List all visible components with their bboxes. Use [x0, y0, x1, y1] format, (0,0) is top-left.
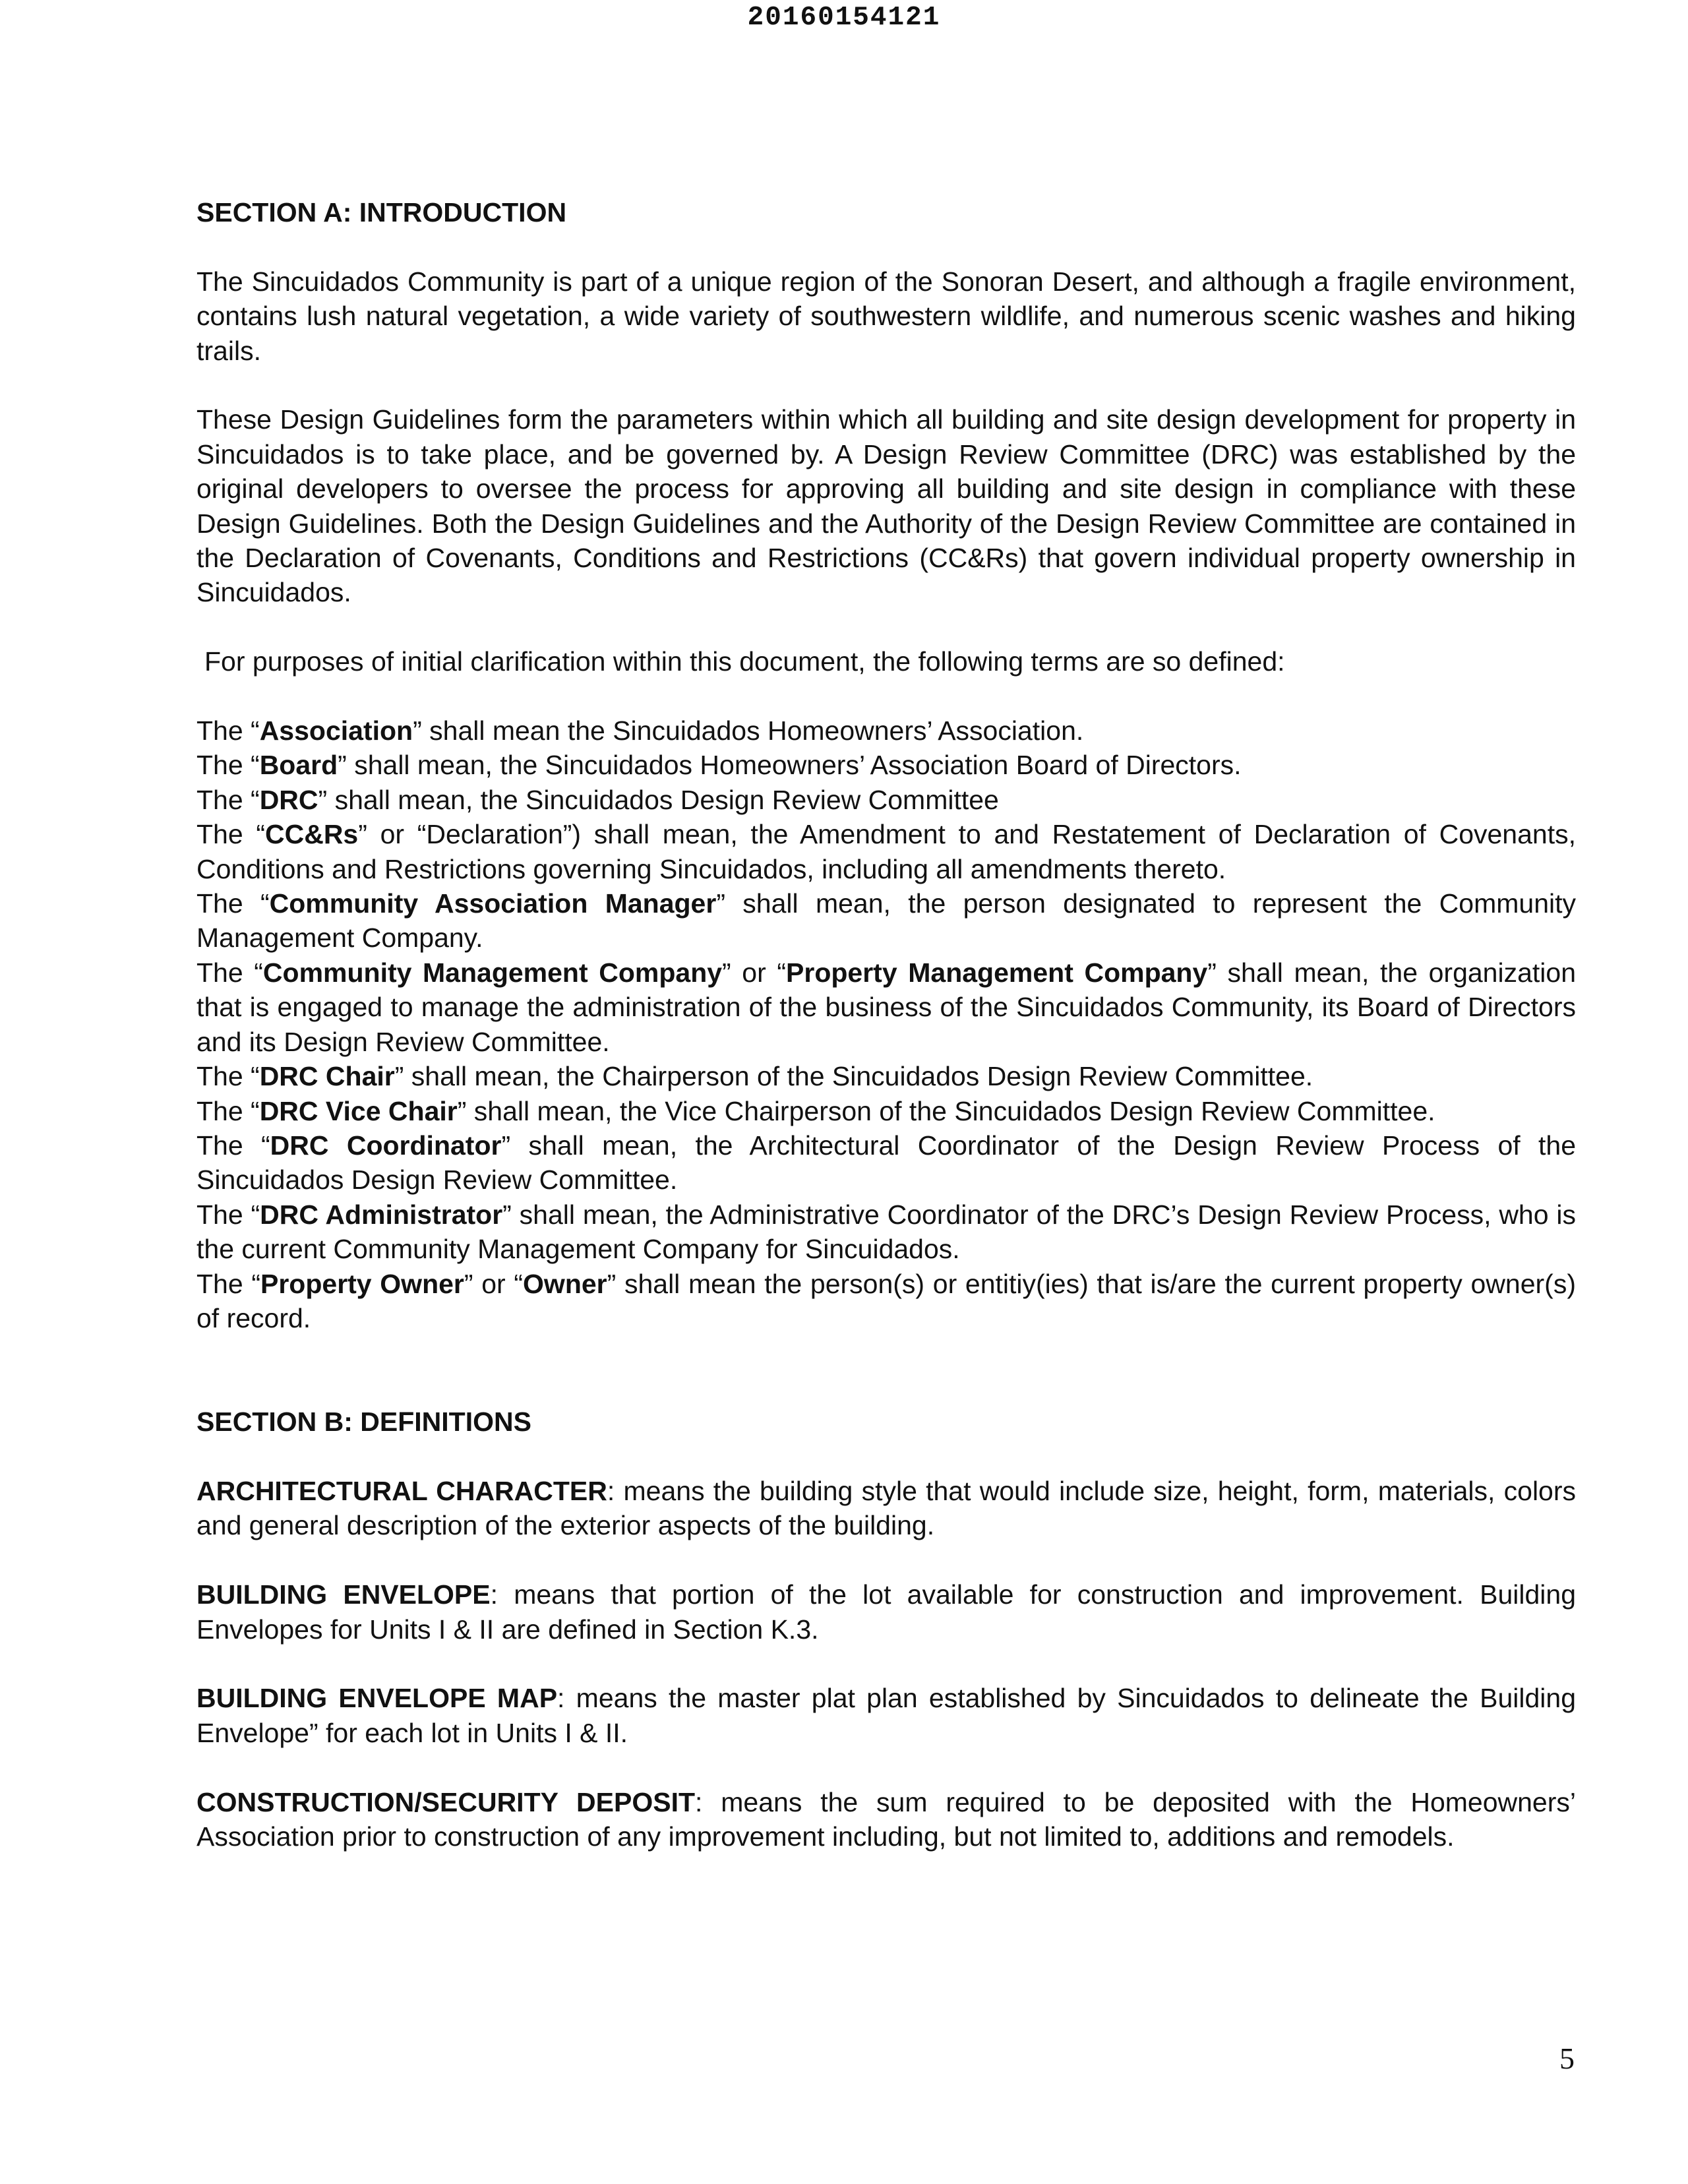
term-cmc-label: Community Management Company	[262, 957, 723, 988]
term-drc-coordinator-label: DRC Coordinator	[270, 1130, 502, 1161]
term-association: The “Association” shall mean the Sincuidados Homeowners’ Association.	[196, 715, 1084, 746]
term-drc-chair-label: DRC Chair	[259, 1061, 395, 1092]
definition-architectural-character: ARCHITECTURAL CHARACTER: means the building style that would include size, height, form, materials, colors and general description of the exterior aspects of the building.	[196, 1475, 1577, 1541]
definition-building-envelope: BUILDING ENVELOPE: means that portion of the lot available for construction and improvement. Building Envelopes for Units I & II are defined in Section K.3.	[196, 1579, 1576, 1645]
definition-building-envelope-map: BUILDING ENVELOPE MAP: means the master plat plan established by Sincuidados to delineate the Building Envelope” for each lot in Units I & II.	[196, 1683, 1576, 1748]
term-drc-vice-chair: The “DRC Vice Chair” shall mean, the Vice Chairperson of the Sincuidados Design Review Committee.	[196, 1095, 1435, 1126]
term-community-management-company: The “Community Management Company” or “Property Management Company” shall mean, the organization that is engaged to manage the administration of the business of the Sincuidados Community, its Board of Directors and its Design Review Committee.	[196, 957, 1576, 1057]
document-number: 20160154121	[747, 3, 941, 33]
term-community-association-manager: The “Community Association Manager” shall mean, the person designated to represent the Community Management Company.	[196, 888, 1576, 954]
definition-building-envelope-term: BUILDING ENVELOPE	[196, 1579, 491, 1610]
term-property-owner: The “Property Owner” or “Owner” shall mean the person(s) or entitiy(ies) that is/are the current property owner(s) of record.	[196, 1268, 1576, 1333]
intro-paragraph-2: These Design Guidelines form the parameters within which all building and site design development for property in Sincuidados is to take place, and be governed by. A Design Review Committee (DRC) was established by the original developers to oversee the process for approving all building and site design in compliance with these Design Guidelines. Both the Design Guidelines and the Authority of the Design Review Committee are contained in the Declaration of Covenants, Conditions and Restrictions (CC&Rs) that govern individual property ownership in Sincuidados.	[196, 404, 1576, 608]
term-ccrs: The “CC&Rs” or “Declaration”) shall mean, the Amendment to and Restatement of Declaration of Covenants, Conditions and Restrictions governing Sincuidados, including all amendments thereto.	[196, 819, 1576, 884]
term-association-label: Association	[259, 715, 413, 746]
section-a-heading: SECTION A: INTRODUCTION	[196, 197, 567, 228]
term-board: The “Board” shall mean, the Sincuidados Homeowners’ Association Board of Directors.	[196, 750, 1242, 781]
term-drc-chair: The “DRC Chair” shall mean, the Chairperson of the Sincuidados Design Review Committee.	[196, 1061, 1313, 1092]
term-cam-label: Community Association Manager	[269, 888, 717, 919]
definition-construction-security-deposit-term: CONSTRUCTION/SECURITY DEPOSIT	[196, 1786, 696, 1817]
term-owner-label: Owner	[523, 1268, 607, 1299]
term-ccrs-label: CC&Rs	[265, 819, 359, 850]
term-drc-label: DRC	[259, 784, 318, 815]
term-drc-coordinator: The “DRC Coordinator” shall mean, the Architectural Coordinator of the Design Review Process of the Sincuidados Design Review Committee.	[196, 1130, 1577, 1196]
section-b-heading: SECTION B: DEFINITIONS	[196, 1407, 531, 1438]
definition-construction-security-deposit: CONSTRUCTION/SECURITY DEPOSIT: means the sum required to be deposited with the Homeowners’ Association prior to construction of any improvement including, but not limited to, additions and remodels.	[196, 1786, 1576, 1852]
intro-paragraph-1: The Sincuidados Community is part of a unique region of the Sonoran Desert, and although a fragile environment, contains lush natural vegetation, a wide variety of southwestern wildlife, and numerous scenic washes and hiking trails.	[196, 266, 1576, 366]
term-drc: The “DRC” shall mean, the Sincuidados Design Review Committee	[196, 784, 999, 815]
term-board-label: Board	[259, 750, 338, 781]
definition-architectural-character-term: ARCHITECTURAL CHARACTER	[196, 1475, 607, 1506]
intro-paragraph-3: For purposes of initial clarification within this document, the following terms are so defined:	[204, 646, 1285, 677]
term-property-owner-label: Property Owner	[260, 1268, 464, 1299]
term-drc-administrator: The “DRC Administrator” shall mean, the Administrative Coordinator of the DRC’s Design Review Process, who is the current Community Management Company for Sincuidados.	[196, 1199, 1577, 1265]
document-body	[196, 195, 1576, 1854]
term-pmc-label: Property Management Company	[786, 957, 1208, 988]
page-number: 5	[1559, 2042, 1575, 2075]
definition-building-envelope-map-term: BUILDING ENVELOPE MAP	[196, 1683, 558, 1714]
term-drc-administrator-label: DRC Administrator	[260, 1199, 503, 1230]
term-drc-vice-chair-label: DRC Vice Chair	[259, 1095, 458, 1126]
